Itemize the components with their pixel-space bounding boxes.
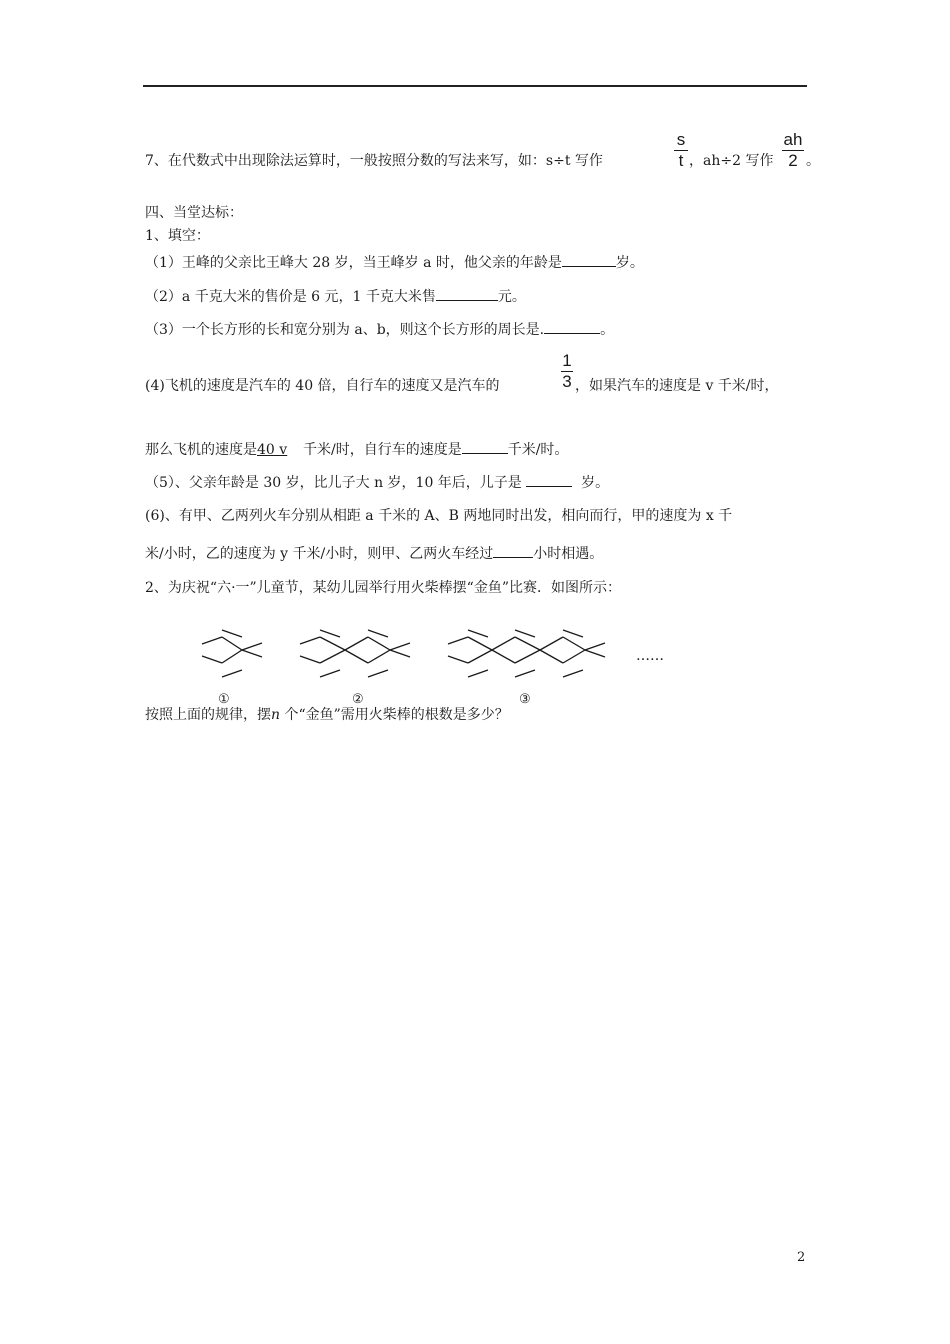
q2-text: 2、为庆祝“六·一”儿童节，某幼儿园举行用火柴棒摆“金鱼”比赛．如图所示： [145,580,621,596]
item-3-tail: 。 [600,322,615,338]
item-4-text-d: 千米/时，自行车的速度是 [303,442,462,458]
q7-text-b: ，ah÷2 写作 [689,153,774,169]
item-5-tail: 岁。 [581,475,610,491]
q2-question [145,705,509,725]
item-4-line2 [145,439,568,460]
frac-numerator: ah [783,130,803,149]
frac-denominator: 2 [788,151,798,170]
item-1 [145,252,644,273]
item-4-text-c: 那么飞机的速度是 [145,442,257,458]
section4-sub1: 1、填空： [145,228,210,244]
item-4-line1-b [575,376,779,396]
item-4-answer: 40 v [257,442,288,458]
answer-blank [493,543,533,558]
item-6-line2 [145,543,603,564]
item-2-tail: 元。 [497,289,526,305]
fish-figure-2 [300,630,410,677]
figure-label-1: ① [218,692,230,707]
item-4-text-e: 千米/时。 [507,442,569,458]
item-5 [145,472,609,493]
item-3 [145,319,614,340]
item-6-line1 [145,506,732,526]
answer-blank [562,252,616,267]
item-2-text: （2）a 千克大米的售价是 6 元，1 千克大米售 [145,289,436,305]
item-6-tail: 小时相遇。 [533,546,604,562]
frac-numerator: s [676,130,686,149]
answer-blank [462,439,508,454]
item-6-text-a: (6)、有甲、乙两列火车分别从相距 a 千米的 A、B 两地同时出发，相向而行，甲的速度为 x 千 [145,508,733,524]
q2-question-b: 个“金鱼”需用火柴棒的根数是多少？ [284,707,509,723]
q2-variable-n: n [271,707,281,723]
q7-line-c [806,151,820,171]
item-2 [145,286,526,307]
frac-denominator: 3 [562,372,572,391]
item-1-text: （1）王峰的父亲比王峰大 28 岁，当王峰岁 a 时，他父亲的年龄是 [145,255,562,271]
figure-ellipsis: …… [636,648,664,664]
item-5-text: （5）、父亲年龄是 30 岁，比儿子大 n 岁，10 年后，儿子是 [145,475,522,491]
q2-question-a: 按照上面的规律，摆 [145,707,271,723]
item-3-text: （3）一个长方形的长和宽分别为 a、b，则这个长方形的周长是. [145,322,545,338]
frac-denominator: t [678,151,684,170]
q7-line-b [689,151,773,171]
q7-text-a: 7、在代数式中出现除法运算时，一般按照分数的写法来写，如：s÷t 写作 [145,153,603,169]
figure-label-2: ② [352,692,364,707]
q7-line [145,151,603,171]
figure-label-3: ③ [519,692,531,707]
item-6-text-b: 米/小时，乙的速度为 y 千米/小时，则甲、乙两火车经过 [145,546,494,562]
q7-text-c: 。 [806,153,820,169]
page-number: 2 [797,1250,806,1265]
item-4-text-a: (4)飞机的速度是汽车的 40 倍，自行车的速度又是汽车的 [145,378,500,394]
header-rule [143,85,807,87]
answer-blank [526,472,572,487]
q7-fraction-s-t [674,131,688,170]
fish-figure-3 [448,630,605,677]
item-4-line1 [145,376,500,396]
matchstick-fish-figure [190,620,690,710]
answer-blank [544,319,600,334]
item-4-text-b: ，如果汽车的速度是 v 千米/时， [575,378,779,394]
answer-blank [436,286,498,301]
section4-title: 四、当堂达标： [145,205,243,221]
fish-figure-1 [202,630,262,677]
q7-fraction-ah-2 [782,131,804,170]
frac-numerator: 1 [562,351,572,370]
item-4-fraction-one-third [561,352,573,391]
item-1-tail: 岁。 [615,255,644,271]
